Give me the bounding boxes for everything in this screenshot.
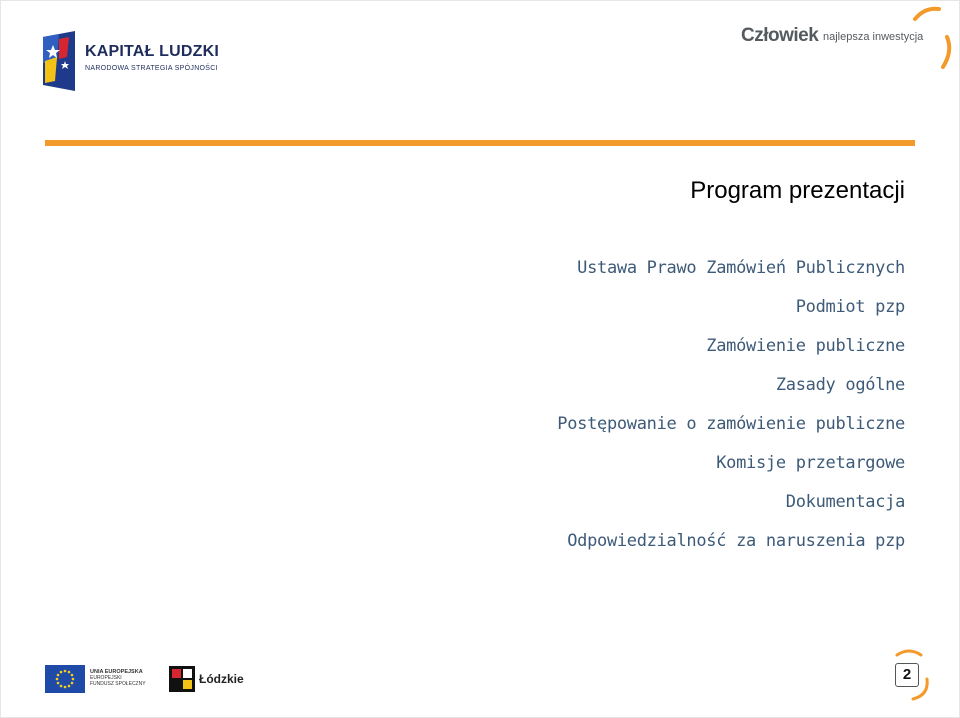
kapital-ludzki-flag-icon — [39, 31, 79, 91]
agenda-item: Komisje przetargowe — [716, 453, 905, 473]
agenda-item: Zamówienie publiczne — [706, 336, 905, 356]
eu-logo-line3: FUNDUSZ SPOŁECZNY — [90, 681, 146, 687]
czlowiek-logo — [739, 5, 959, 71]
lodzkie-mark-icon — [169, 666, 195, 692]
eu-logo-line2: EUROPEJSKI — [90, 675, 122, 681]
kapital-ludzki-subtitle: NARODOWA STRATEGIA SPÓJNOŚCI — [85, 65, 218, 72]
agenda-item: Dokumentacja — [785, 492, 905, 512]
lodzkie-logo-text: Łódzkie — [199, 672, 244, 686]
czlowiek-logo-main: Człowiek — [741, 25, 819, 46]
agenda-item: Ustawa Prawo Zamówień Publicznych — [577, 258, 905, 278]
agenda-item: Zasady ogólne — [775, 375, 905, 395]
eu-flag-icon — [45, 665, 85, 693]
kapital-ludzki-title: KAPITAŁ LUDZKI — [85, 43, 220, 60]
page-title: Program prezentacji — [690, 177, 905, 204]
eu-logo-text — [90, 669, 146, 687]
eu-logo — [45, 663, 155, 693]
agenda-item: Odpowiedzialność za naruszenia pzp — [567, 531, 905, 551]
agenda-item: Podmiot pzp — [795, 297, 905, 317]
agenda-list — [305, 249, 905, 561]
agenda-item: Postępowanie o zamówienie publiczne — [557, 414, 905, 434]
eu-logo-line1: UNIA EUROPEJSKA — [90, 669, 143, 675]
page-number-badge — [887, 649, 933, 703]
page-number: 2 — [895, 663, 919, 687]
lodzkie-logo — [169, 666, 249, 694]
kapital-ludzki-logo — [33, 29, 233, 95]
czlowiek-logo-sub: najlepsza inwestycja — [823, 31, 924, 43]
orange-arc-icon — [909, 5, 959, 71]
header-divider — [45, 140, 915, 146]
